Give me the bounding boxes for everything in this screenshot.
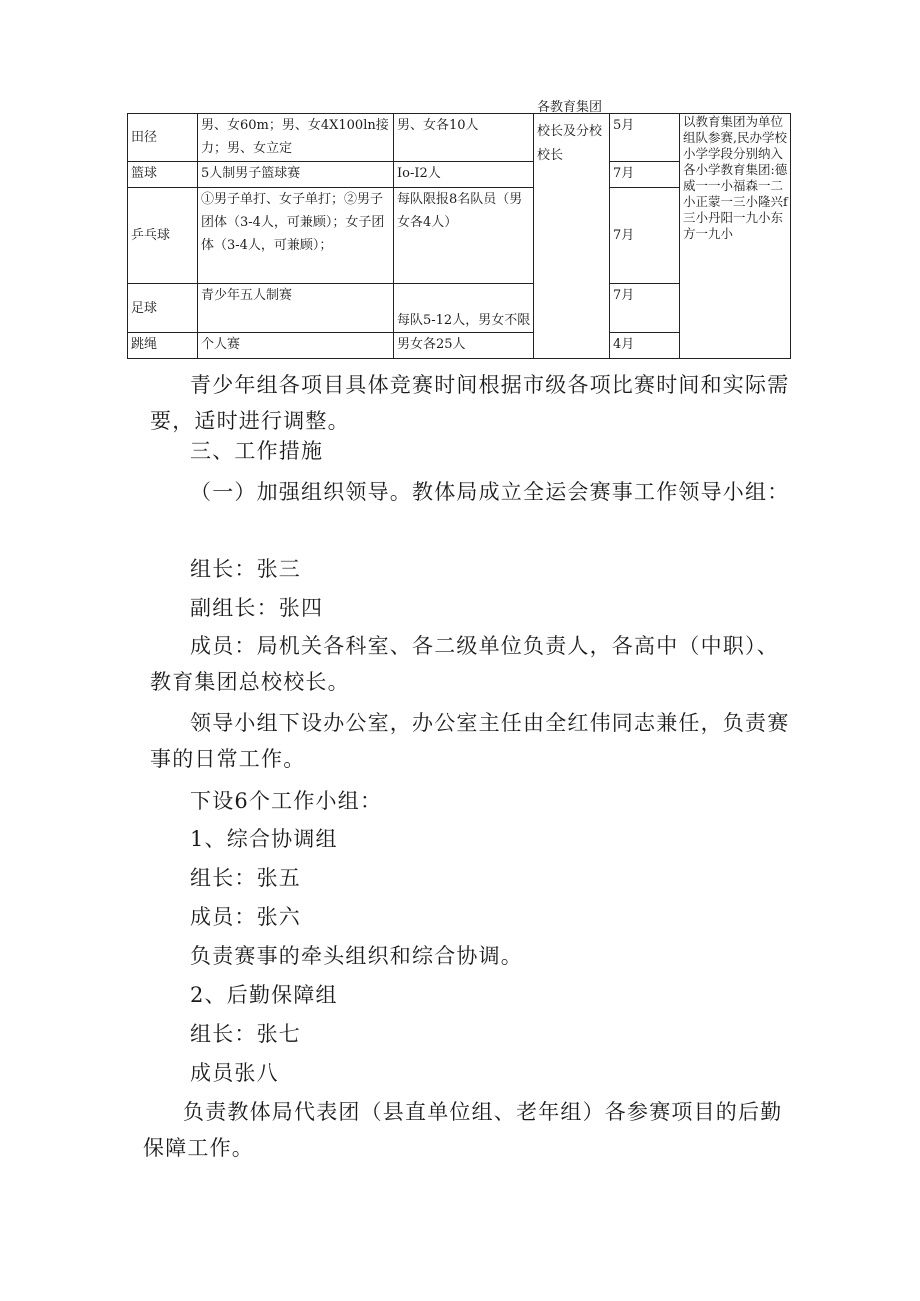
event-cell: ①男子单打、女子单打；②男子团体（3-4人，可兼顾）；女子团体（3-4人，可兼顾）； <box>198 188 394 284</box>
note-cell: 以教育集团为单位组队参赛,民办学校小学学段分别纳入各小学教育集团:德威一一小福森一二小正蒙一三小隆兴f三小丹阳一九小东方一九小 <box>680 114 791 359</box>
paragraph: 成员张八 <box>190 1061 279 1085</box>
quota-cell: 每队5-12人，男女不限 <box>394 284 534 333</box>
table-row <box>128 114 791 162</box>
section-heading: 三、工作措施 <box>190 439 324 463</box>
paragraph: （一）加强组织领导。教体局成立全运会赛事工作领导小组： <box>190 480 790 504</box>
paragraph: 成员：局机关各科室、各二级单位负责人，各高中（中职）、教育集团总校校长。 <box>150 634 779 694</box>
paragraph: 副组长：张四 <box>190 596 324 620</box>
paragraph: 领导小组下设办公室，办公室主任由全红伟同志兼任，负责赛事的日常工作。 <box>150 711 790 771</box>
sport-cell: 乒乓球 <box>128 188 198 284</box>
event-cell: 5人制男子篮球赛 <box>198 162 394 188</box>
month-cell: 7月 <box>610 162 680 188</box>
event-cell: 青少年五人制赛 <box>198 284 394 333</box>
paragraph: 负责教体局代表团（县直单位组、老年组）各参赛项目的后勤保障工作。 <box>143 1100 783 1160</box>
paragraph: 负责赛事的牵头组织和综合协调。 <box>190 944 523 968</box>
quota-cell: 每队限报8名队员（男女各4人） <box>394 188 534 284</box>
organizer-cell: 各教育集团校长及分校校长 <box>534 114 610 359</box>
subsection-heading: 2、后勤保障组 <box>190 983 338 1007</box>
month-cell: 4月 <box>610 333 680 359</box>
event-cell: 个人赛 <box>198 333 394 359</box>
sport-cell: 跳绳 <box>128 333 198 359</box>
subsection-heading: 1、综合协调组 <box>190 827 338 851</box>
quota-cell: 男女各25人 <box>394 333 534 359</box>
paragraph: 组长：张五 <box>190 866 301 890</box>
sport-cell: 篮球 <box>128 162 198 188</box>
month-cell: 7月 <box>610 188 680 284</box>
paragraph: 成员：张六 <box>190 905 301 929</box>
month-cell: 5月 <box>610 114 680 162</box>
paragraph: 组长：张七 <box>190 1022 301 1046</box>
competition-schedule-table <box>127 100 791 359</box>
paragraph: 青少年组各项目具体竞赛时间根据市级各项比赛时间和实际需要，适时进行调整。 <box>150 373 790 433</box>
month-cell: 7月 <box>610 284 680 333</box>
quota-cell: 男、女各10人 <box>394 114 534 162</box>
event-cell: 男、女60m；男、女4X100ln接力；男、女立定 <box>198 114 394 162</box>
quota-cell: Io-I2人 <box>394 162 534 188</box>
paragraph: 下设6个工作小组： <box>190 789 383 813</box>
sport-cell: 田径 <box>128 114 198 162</box>
paragraph: 组长：张三 <box>190 557 301 581</box>
sport-cell: 足球 <box>128 284 198 333</box>
